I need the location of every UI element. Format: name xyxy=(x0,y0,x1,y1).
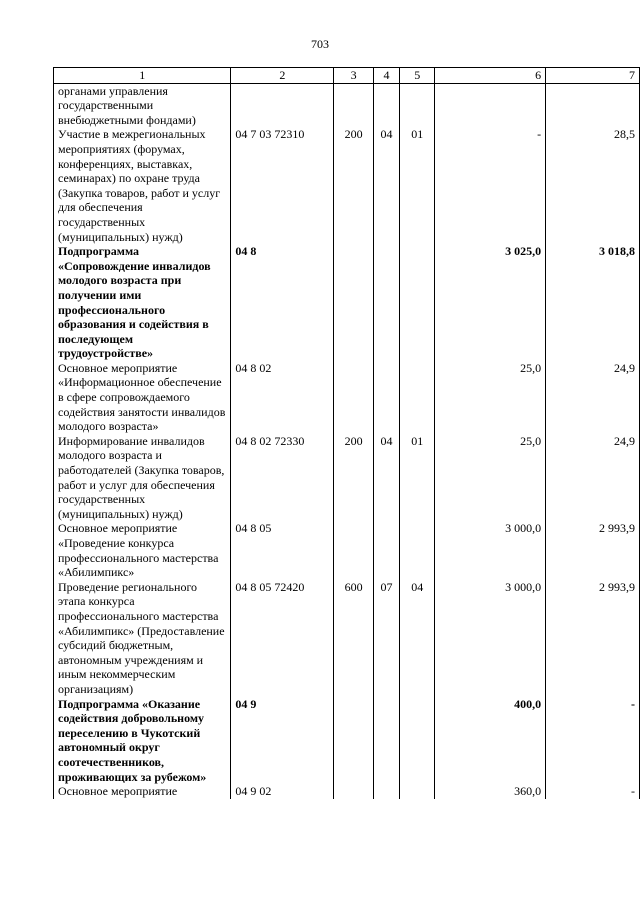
row-code-cell: 04 8 xyxy=(231,244,334,361)
row-name-cell: Информирование инвалидов молодого возраста и работодателей (Закупка товаров, работ и услуг для обеспечения государственных (муниципальных) нужд) xyxy=(54,434,231,522)
row-subsection-cell xyxy=(400,784,435,799)
table-row xyxy=(54,697,640,785)
row-code-cell: 04 9 02 xyxy=(231,784,334,799)
row-name-cell: Подпрограмма «Оказание содействия добровольному переселению в Чукотский автономный округ соотечественников, проживающих за рубежом» xyxy=(54,697,231,785)
table-row xyxy=(54,83,640,127)
row-subsection-cell xyxy=(400,697,435,785)
row-section-cell xyxy=(373,244,399,361)
row-actual-amount-cell: 24,9 xyxy=(546,434,640,522)
row-subsection-cell xyxy=(400,244,435,361)
row-code-cell: 04 7 03 72310 xyxy=(231,127,334,244)
row-actual-amount-cell: 3 018,8 xyxy=(546,244,640,361)
header-col-4: 4 xyxy=(373,68,399,84)
row-plan-amount-cell: 360,0 xyxy=(435,784,546,799)
row-name-cell: Подпрограмма «Сопровождение инвалидов молодого возраста при получении ими профессионального образования и содействия в последующем трудоустройстве» xyxy=(54,244,231,361)
row-code-cell: 04 9 xyxy=(231,697,334,785)
row-name-cell: Основное мероприятие xyxy=(54,784,231,799)
table-row xyxy=(54,127,640,244)
row-code-cell xyxy=(231,83,334,127)
row-expense-type-cell xyxy=(334,521,373,579)
page-number: 703 xyxy=(311,37,329,51)
row-actual-amount-cell: - xyxy=(546,697,640,785)
row-section-cell: 07 xyxy=(373,580,399,697)
row-expense-type-cell: 200 xyxy=(334,434,373,522)
row-actual-amount-cell: 2 993,9 xyxy=(546,521,640,579)
table-row xyxy=(54,784,640,799)
row-plan-amount-cell: - xyxy=(435,127,546,244)
table-row xyxy=(54,244,640,361)
row-name-cell: Проведение регионального этапа конкурса профессионального мастерства «Абилимпикс» (Предоставление субсидий бюджетным, автономным учреждениям и иным некоммерческим организациям) xyxy=(54,580,231,697)
row-section-cell xyxy=(373,784,399,799)
row-expense-type-cell xyxy=(334,83,373,127)
row-expense-type-cell: 600 xyxy=(334,580,373,697)
row-plan-amount-cell: 400,0 xyxy=(435,697,546,785)
budget-table xyxy=(53,67,640,799)
header-col-5: 5 xyxy=(400,68,435,84)
row-code-cell: 04 8 05 72420 xyxy=(231,580,334,697)
row-section-cell xyxy=(373,521,399,579)
row-plan-amount-cell: 25,0 xyxy=(435,361,546,434)
row-actual-amount-cell: 24,9 xyxy=(546,361,640,434)
row-name-cell: Участие в межрегиональных мероприятиях (форумах, конференциях, выставках, семинарах) по охране труда (Закупка товаров, работ и услуг для обеспечения государственных (муниципальных) нужд) xyxy=(54,127,231,244)
row-plan-amount-cell: 3 000,0 xyxy=(435,580,546,697)
row-plan-amount-cell xyxy=(435,83,546,127)
row-section-cell xyxy=(373,83,399,127)
row-name-cell: Основное мероприятие «Информационное обеспечение в сфере сопровождаемого содействия занятости инвалидов молодого возраста» xyxy=(54,361,231,434)
header-col-7: 7 xyxy=(546,68,640,84)
row-expense-type-cell: 200 xyxy=(334,127,373,244)
row-expense-type-cell xyxy=(334,361,373,434)
row-subsection-cell: 01 xyxy=(400,434,435,522)
row-expense-type-cell xyxy=(334,697,373,785)
row-subsection-cell: 01 xyxy=(400,127,435,244)
row-subsection-cell xyxy=(400,521,435,579)
row-section-cell: 04 xyxy=(373,434,399,522)
row-actual-amount-cell: - xyxy=(546,784,640,799)
row-plan-amount-cell: 3 000,0 xyxy=(435,521,546,579)
header-col-2: 2 xyxy=(231,68,334,84)
row-subsection-cell: 04 xyxy=(400,580,435,697)
row-section-cell xyxy=(373,697,399,785)
row-actual-amount-cell xyxy=(546,83,640,127)
row-code-cell: 04 8 02 72330 xyxy=(231,434,334,522)
table-row xyxy=(54,361,640,434)
row-code-cell: 04 8 02 xyxy=(231,361,334,434)
header-col-6: 6 xyxy=(435,68,546,84)
table-row xyxy=(54,434,640,522)
row-plan-amount-cell: 3 025,0 xyxy=(435,244,546,361)
row-name-cell: Основное мероприятие «Проведение конкурса профессионального мастерства «Абилимпикс» xyxy=(54,521,231,579)
row-name-cell: органами управления государственными внебюджетными фондами) xyxy=(54,83,231,127)
row-subsection-cell xyxy=(400,83,435,127)
row-code-cell: 04 8 05 xyxy=(231,521,334,579)
row-expense-type-cell xyxy=(334,244,373,361)
row-actual-amount-cell: 2 993,9 xyxy=(546,580,640,697)
row-section-cell xyxy=(373,361,399,434)
header-col-3: 3 xyxy=(334,68,373,84)
table-row xyxy=(54,521,640,579)
header-col-1: 1 xyxy=(54,68,231,84)
row-section-cell: 04 xyxy=(373,127,399,244)
table-body xyxy=(54,83,640,799)
table-row xyxy=(54,580,640,697)
row-plan-amount-cell: 25,0 xyxy=(435,434,546,522)
row-actual-amount-cell: 28,5 xyxy=(546,127,640,244)
row-subsection-cell xyxy=(400,361,435,434)
table-header-row xyxy=(54,68,640,84)
row-expense-type-cell xyxy=(334,784,373,799)
